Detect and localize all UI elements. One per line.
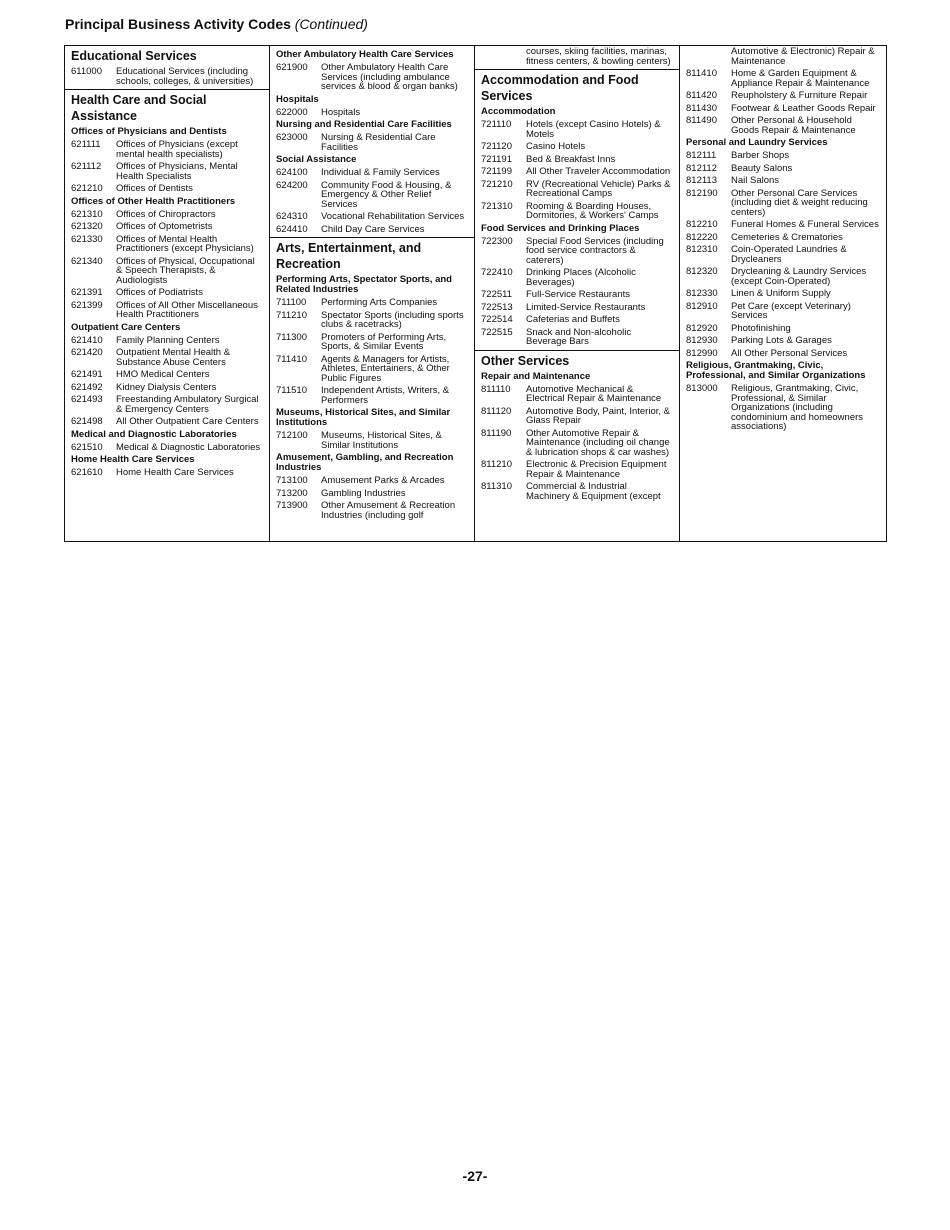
subsection-heading: Accommodation [481,106,556,117]
code-entry [686,349,879,359]
section [680,46,885,435]
code-entry [71,184,263,194]
naics-code: 812210 [686,219,718,230]
code-entry [686,91,879,101]
code-entry [481,180,673,199]
code-entry [276,311,468,330]
code-description: Pet Care (except Veterinary) Services [731,300,851,321]
code-entry [276,212,468,222]
naics-code: 711100 [276,297,307,308]
code-entry [71,162,263,181]
naics-code: 624410 [276,223,308,235]
code-entry [686,324,879,334]
code-description: Performing Arts Companies [321,297,438,308]
code-description: Kidney Dialysis Centers [116,381,217,393]
section-heading: Educational Services [71,49,197,63]
section [475,46,679,69]
naics-code: 623000 [276,132,308,143]
section-heading: Other Services [481,353,570,368]
subsection-heading: Other Ambulatory Health Care Services [276,49,454,60]
naics-code: 722515 [481,326,513,338]
code-description: Photofinishing [731,322,791,334]
naics-code: 721199 [481,166,512,177]
section-heading: Accommodation and Food Services [481,73,639,103]
naics-code: 812190 [686,187,718,199]
code-entry [481,155,673,165]
naics-code: 624310 [276,211,308,222]
naics-code: 811120 [481,405,512,417]
code-entry [71,301,263,320]
naics-code: 811210 [481,459,512,470]
code-entry [686,116,879,135]
subsection-heading: Museums, Historical Sites, and Similar Institutions [276,407,451,428]
section [270,237,474,523]
subsection-heading: Offices of Physicians and Dentists [71,126,227,137]
naics-code: 624200 [276,179,308,191]
code-description: Hotels (except Casino Hotels) & Motels [526,119,661,140]
section-heading: Health Care and Social Assistance [71,93,207,123]
naics-code: 811410 [686,68,717,79]
code-entry [686,69,879,88]
code-description: Promoters of Performing Arts, Sports, & Similar Events [321,331,447,352]
code-entry [71,67,263,86]
section [475,69,679,350]
code-description: All Other Traveler Accommodation [526,166,671,177]
code-entry [71,140,263,159]
code-description: HMO Medical Centers [116,369,210,380]
code-entry [276,501,468,520]
code-entry [71,348,263,367]
naics-code: 812990 [686,347,718,359]
title-text: Principal Business Activity Codes [65,16,291,32]
section [475,350,679,505]
code-description: Agents & Managers for Artists, Athletes, Entertainers, & Other Public Figures [321,353,450,384]
table-column [475,46,680,541]
code-entry [71,222,263,232]
naics-code: 812910 [686,300,718,312]
table-column [270,46,475,541]
code-entry [686,302,879,321]
code-entry [686,164,879,174]
code-description: Parking Lots & Garages [731,335,832,346]
code-description: Vocational Rehabilitation Services [321,211,465,222]
code-description: Offices of Dentists [116,183,193,194]
subsection-heading: Offices of Other Health Practitioners [71,195,236,207]
code-entry [71,468,263,478]
code-description: Home & Garden Equipment & Appliance Repair & Maintenance [731,68,870,89]
naics-code: 621492 [71,381,103,393]
naics-code: 721110 [481,119,512,130]
code-description: Child Day Care Services [321,223,425,235]
section [65,46,269,89]
code-description: Individual & Family Services [321,167,440,178]
naics-code: 811310 [481,481,512,492]
section-heading: Arts, Entertainment, and Recreation [276,241,422,271]
naics-code: 621210 [71,183,103,194]
code-entry [276,355,468,384]
code-description: Electronic & Precision Equipment Repair & Maintenance [526,459,667,480]
code-description: Footwear & Leather Goods Repair [731,102,876,114]
subsection-heading: Food Services and Drinking Places [481,222,640,234]
table-column [680,46,885,541]
code-description: Museums, Historical Sites, & Similar Institutions [321,430,442,451]
naics-code: 722410 [481,267,513,278]
code-entry [686,336,879,346]
naics-code: 812111 [686,150,717,161]
naics-code: 622000 [276,106,308,118]
code-description: Other Automotive Repair & Maintenance (including oil change & lubrication shops & car washes) [526,427,670,458]
code-description: Snack and Non-alcoholic Beverage Bars [526,326,632,347]
naics-code: 812112 [686,162,717,174]
code-description: Rooming & Boarding Houses, Dormitories, & Workers' Camps [526,200,659,221]
naics-code: 721210 [481,178,513,190]
naics-code: 812330 [686,288,718,299]
naics-code: 721191 [481,153,512,165]
code-description: Limited-Service Restaurants [526,301,646,313]
code-entry [481,120,673,139]
naics-code: 621111 [71,139,101,150]
naics-code: 812113 [686,175,717,186]
code-entry [276,476,468,486]
naics-code: 711300 [276,331,307,343]
code-description: Community Food & Housing, & Emergency & Other Relief Services [321,179,452,210]
code-entry [71,443,263,453]
subsection-heading: Performing Arts, Spectator Sports, and Related Industries [276,274,452,295]
naics-code: 812220 [686,231,718,243]
code-description: Offices of Chiropractors [116,208,216,220]
section [270,46,474,237]
code-entry [481,429,673,458]
code-description: Special Food Services (including food service contractors & caterers) [526,235,664,266]
code-description: Medical & Diagnostic Laboratories [116,441,261,453]
code-description: Bed & Breakfast Inns [526,153,616,165]
naics-code: 811190 [481,427,512,439]
code-description: Other Ambulatory Health Care Services (including ambulance services & blood & organ banks) [321,62,458,92]
naics-code: 621420 [71,347,103,358]
code-description: Spectator Sports (including sports clubs & racetracks) [321,309,464,330]
naics-code: 621610 [71,467,103,478]
code-entry [481,315,673,325]
code-entry [481,328,673,347]
code-entry [71,257,263,286]
code-description: Nail Salons [731,175,780,186]
naics-code: 812920 [686,322,718,334]
naics-code: 811110 [481,383,511,395]
subsection-heading: Social Assistance [276,154,357,165]
naics-code: 722513 [481,301,513,313]
code-description: All Other Personal Services [731,347,848,359]
naics-code: 812310 [686,244,718,255]
title-suffix: (Continued) [294,16,368,32]
code-entry [481,385,673,404]
naics-code: 812320 [686,266,718,277]
code-entry [71,383,263,393]
code-entry [481,237,673,266]
naics-code: 811490 [686,115,717,126]
code-description: All Other Outpatient Care Centers [116,416,259,427]
code-entry [481,167,673,177]
naics-code: 621340 [71,255,103,267]
subsection-heading: Personal and Laundry Services [686,137,828,148]
naics-code: 713900 [276,500,308,511]
code-description: Gambling Industries [321,487,406,499]
code-description: Funeral Homes & Funeral Services [731,219,879,230]
naics-code: 621330 [71,233,103,245]
naics-code: 811420 [686,90,717,101]
naics-code: 621491 [71,369,103,380]
code-description: Drinking Places (Alcoholic Beverages) [526,267,636,288]
code-entry [276,386,468,405]
naics-code: 713200 [276,487,308,499]
naics-code: 611000 [71,66,102,77]
code-entry [71,210,263,220]
code-entry [276,133,468,152]
naics-code: 621112 [71,161,102,172]
code-description: Offices of Mental Health Practitioners (except Physicians) [116,233,254,254]
subsection-heading: Hospitals [276,93,319,105]
table-column [65,46,270,541]
code-entry [276,333,468,352]
code-description: Offices of Physicians, Mental Health Specialists [116,161,238,182]
subsection-heading: Outpatient Care Centers [71,321,181,333]
naics-code: 621410 [71,334,103,346]
naics-code: 813000 [686,383,718,394]
naics-code: 722514 [481,314,513,325]
code-entry [276,181,468,210]
code-description: Offices of Podiatrists [116,287,203,298]
code-description: Coin-Operated Laundries & Drycleaners [731,244,847,265]
code-entry [481,290,673,300]
subsection-heading: Religious, Grantmaking, Civic, Professional, and Similar Organizations [686,360,866,381]
code-entry [481,482,673,501]
code-description: Commercial & Industrial Machinery & Equipment (except [526,481,661,502]
code-entry [276,489,468,499]
code-entry [71,288,263,298]
code-description: Casino Hotels [526,141,586,152]
code-entry [686,189,879,218]
naics-code: 621510 [71,441,103,453]
naics-code: 621493 [71,394,103,405]
codes-table [64,45,887,542]
code-description: Cemeteries & Crematories [731,231,843,243]
code-entry [276,298,468,308]
code-description: Automotive Body, Paint, Interior, & Glass Repair [526,405,670,426]
naics-code: 621320 [71,221,103,232]
code-entry [686,233,879,243]
code-entry [481,460,673,479]
continued-text: Automotive & Electronic) Repair & Maintenance [731,46,875,67]
code-description: Offices of All Other Miscellaneous Health Practitioners [116,299,258,320]
code-entry [686,176,879,186]
code-description: Automotive Mechanical & Electrical Repair & Maintenance [526,383,662,404]
naics-code: 721120 [481,141,512,152]
code-description: Home Health Care Services [116,467,234,478]
code-description: Family Planning Centers [116,334,220,346]
code-entry [276,168,468,178]
code-entry [686,384,879,432]
code-entry [276,63,468,92]
code-description: RV (Recreational Vehicle) Parks & Recreational Camps [526,178,671,199]
naics-code: 711210 [276,309,307,321]
code-description: Independent Artists, Writers, & Performers [321,385,450,406]
code-entry [71,395,263,414]
naics-code: 721310 [481,200,513,212]
code-description: Other Amusement & Recreation Industries (including golf [321,500,456,521]
naics-code: 712100 [276,430,308,441]
page-number: -27- [462,1168,488,1184]
code-entry [276,108,468,118]
naics-code: 812930 [686,335,718,346]
code-entry [481,202,673,221]
code-description: Other Personal & Household Goods Repair & Maintenance [731,115,856,136]
code-description: Freestanding Ambulatory Surgical & Emergency Centers [116,394,259,415]
naics-code: 722300 [481,235,513,247]
naics-code: 624100 [276,167,308,178]
subsection-heading: Medical and Diagnostic Laboratories [71,428,237,440]
code-entry [71,417,263,427]
naics-code: 621498 [71,416,103,427]
code-description: Cafeterias and Buffets [526,314,620,325]
code-description: Offices of Physicians (except mental health specialists) [116,139,238,160]
code-entry [71,235,263,254]
naics-code: 621391 [71,287,103,298]
page-title [65,16,368,32]
code-entry [686,104,879,114]
subsection-heading: Home Health Care Services [71,454,195,465]
code-description: Beauty Salons [731,162,793,174]
code-entry [276,225,468,235]
code-description: Amusement Parks & Arcades [321,475,445,486]
naics-code: 811430 [686,102,717,114]
code-entry [686,151,879,161]
code-description: Educational Services (including schools, colleges, & universities) [116,66,254,87]
subsection-heading: Repair and Maintenance [481,370,591,382]
code-entry [276,431,468,450]
code-description: Nursing & Residential Care Facilities [321,132,436,153]
code-description: Offices of Physical, Occupational & Speech Therapists, & Audiologists [116,255,255,286]
naics-code: 711510 [276,385,307,396]
code-description: Full-Service Restaurants [526,289,631,300]
code-entry [71,370,263,380]
continued-text: courses, skiing facilities, marinas, fitness centers, & bowling centers) [526,46,671,67]
naics-code: 621310 [71,208,103,220]
naics-code: 711410 [276,353,307,365]
code-entry [686,267,879,286]
code-description: Barber Shops [731,150,790,161]
code-entry [686,289,879,299]
code-description: Hospitals [321,106,361,118]
subsection-heading: Amusement, Gambling, and Recreation Industries [276,452,454,473]
code-entry [481,142,673,152]
code-description: Other Personal Care Services (including diet & weight reducing centers) [731,187,868,218]
code-description: Drycleaning & Laundry Services (except Coin-Operated) [731,266,867,287]
code-description: Outpatient Mental Health & Substance Abuse Centers [116,347,231,368]
subsection-heading: Nursing and Residential Care Facilities [276,119,452,130]
naics-code: 722511 [481,289,512,300]
code-description: Religious, Grantmaking, Civic, Professional, & Similar Organizations (including condominium and homeowners associations) [731,383,864,432]
section [65,89,269,481]
naics-code: 621900 [276,62,308,73]
code-description: Reupholstery & Furniture Repair [731,90,868,101]
code-description: Linen & Uniform Supply [731,288,831,299]
code-entry [481,407,673,426]
code-entry [686,220,879,230]
naics-code: 713100 [276,475,308,486]
naics-code: 621399 [71,299,103,311]
code-entry [686,245,879,264]
code-description: Offices of Optometrists [116,221,213,232]
code-entry [481,303,673,313]
code-entry [481,268,673,287]
code-entry [71,336,263,346]
